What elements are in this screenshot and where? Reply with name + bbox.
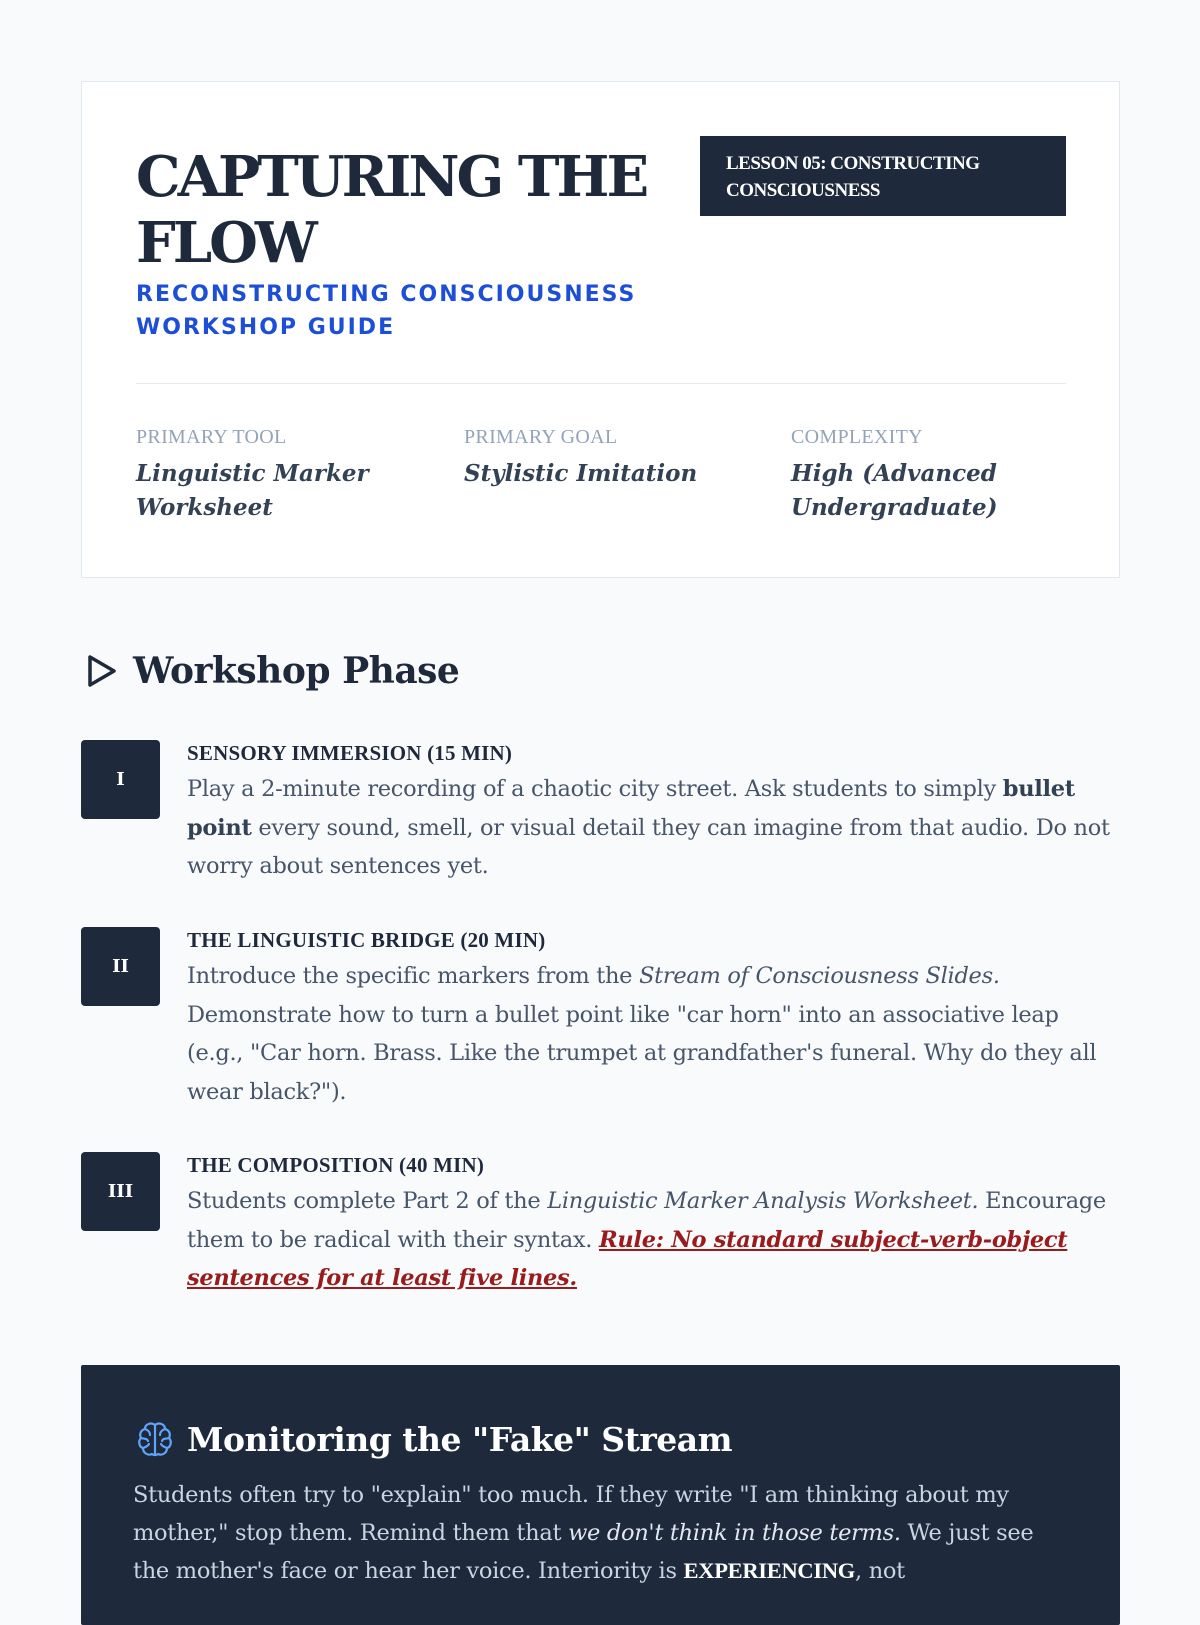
phase-description: Introduce the specific markers from the Stream of Consciousness Slides. Demonstrate how to turn a bullet point like "car horn" into an associative leap (e.g., "Car horn. Brass. Like the trumpet at grandfather's funeral. Why do they all wear black?"). xyxy=(187,963,1097,1105)
page-title: CAPTURING THE FLOW xyxy=(136,144,647,276)
meta-primary-tool xyxy=(136,425,396,525)
phase-rule: Rule: No standard subject-verb-object sentences for at least five lines. xyxy=(187,1226,1068,1291)
header-card xyxy=(81,81,1120,578)
meta-label: COMPLEXITY xyxy=(791,426,923,448)
monitoring-callout xyxy=(81,1365,1120,1625)
callout-heading xyxy=(135,1419,732,1459)
workshop-section-heading xyxy=(81,646,459,696)
phase-title: THE LINGUISTIC BRIDGE (20 MIN) xyxy=(187,928,546,952)
phase-number: II xyxy=(81,927,160,1006)
meta-value: High (Advanced Undergraduate) xyxy=(791,460,998,521)
meta-label: PRIMARY GOAL xyxy=(464,426,618,448)
meta-complexity xyxy=(791,425,1061,525)
meta-label: PRIMARY TOOL xyxy=(136,426,287,448)
phase-title: THE COMPOSITION (40 MIN) xyxy=(187,1153,485,1177)
meta-value: Linguistic Marker Worksheet xyxy=(136,460,369,521)
phase-number: III xyxy=(81,1152,160,1231)
phase-body xyxy=(187,1152,1117,1298)
phase-body xyxy=(187,927,1117,1111)
phase-number: I xyxy=(81,740,160,819)
brain-icon xyxy=(135,1419,175,1459)
meta-value: Stylistic Imitation xyxy=(464,460,698,487)
page-subtitle: RECONSTRUCTING CONSCIOUSNESS WORKSHOP GUIDE xyxy=(136,282,637,340)
callout-text: Students often try to "explain" too much. If they write "I am thinking about my mother," stop them. Remind them that we don't think in those terms. We just see the mother's face or hear her voice. Interiority is EXPERIENCING, not xyxy=(133,1482,1034,1584)
meta-primary-goal xyxy=(464,425,724,491)
phase-description: Students complete Part 2 of the Linguistic Marker Analysis Worksheet. Encourage them to be radical with their syntax. Rule: No standard subject-verb-object sentences for at least five lines. xyxy=(187,1188,1106,1291)
phase-title: SENSORY IMMERSION (15 MIN) xyxy=(187,741,513,765)
lesson-badge: LESSON 05: CONSTRUCTING CONSCIOUSNESS xyxy=(700,136,1066,216)
phase-body xyxy=(187,740,1117,886)
section-title: Workshop Phase xyxy=(133,650,460,692)
header-divider xyxy=(136,383,1066,384)
phase-description: Play a 2-minute recording of a chaotic city street. Ask students to simply bullet point every sound, smell, or visual detail they can imagine from that audio. Do not worry about sentences yet. xyxy=(187,776,1110,879)
callout-title: Monitoring the "Fake" Stream xyxy=(187,1419,733,1459)
play-circle-icon xyxy=(81,651,121,691)
workshop-guide xyxy=(81,81,1120,1584)
